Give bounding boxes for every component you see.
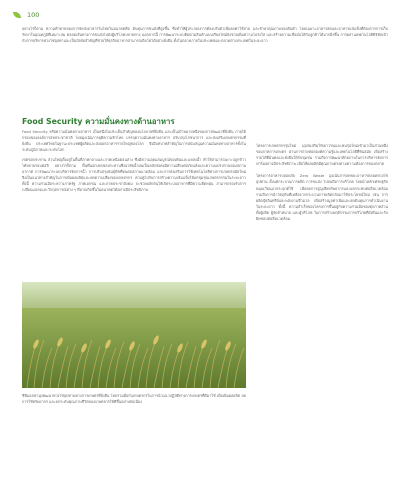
photo-caption: ซีพีแอลฟ่ามุ่งพัฒนาห่วงโซ่อุปทานทางการเกษตรที่ยั่งยืน โดยร่วมมือกับเกษตรกรในการนำแนวปฏิบัติทางการเกษตรที่ดีมาใช้ เพื่อเพิ่มผลผลิต ลดการใช้ทรัพยากร และยกระดับคุณภาพชีวิตของเกษตรกรให้ดีขึ้นอย่างต่อเนื่อง	[22, 394, 246, 404]
page-number: 100	[27, 11, 40, 19]
page-header	[13, 8, 39, 22]
left-column	[22, 129, 246, 197]
section-heading: Food Security ความมั่นคงทางด้านอาหาร	[22, 117, 175, 126]
intro-paragraph: อย่างไรก็ตาม ความท้าทายของการจัดส่งอาหารในไทยในอนาคตคือ ต้นทุนการขนส่งที่สูงขึ้น ซึ่งทำให้ผู้ประกอบการต้องปรับตัวเพื่อลดค่าใช้จ่าย และรักษาคุณภาพของสินค้า โดยเฉพาะอาหารสดและอาหารแช่แข็งที่ต้องการการเก็บรักษาในอุณหภูมิที่เหมาะสม ตลอดเส้นทางการขนส่งไปยังผู้บริโภคปลายทาง นอกจากนี้ การพัฒนาระบบติดตามสินค้าแบบเรียลไทม์ยังช่วยเพิ่มความโปร่งใส และสร้างความเชื่อมั่นให้กับลูกค้าได้มากยิ่งขึ้น การผสานเทคโนโลยีดิจิทัลเข้ากับการบริหารห่วงโซ่อุปทานจะเป็นปัจจัยสำคัญที่ช่วยให้ธุรกิจอาหารสามารถเติบโตได้อย่างยั่งยืน ทั้งในตลาดภายในประเทศและตลาดต่างประเทศในระยะยาว	[22, 27, 388, 43]
right-paragraph-1: โครงการเกษตรกรรุ่นใหม่ มุ่งส่งเสริมให้เยาวชนและคนรุ่นใหม่เข้ามาเป็นส่วนหนึ่งของภาคการเกษตร ผ่านการถ่ายทอดองค์ความรู้และเทคโนโลยีที่ทันสมัย เพื่อสร้างรายได้ที่มั่นคงและยั่งยืนให้กับชุมชน รวมถึงการพัฒนาศักยภาพในการบริหารจัดการฟาร์มอย่างมีประสิทธิภาพ เพื่อให้ผลผลิตมีคุณภาพตรงตามความต้องการของตลาด	[256, 144, 388, 167]
left-paragraph-1: Food Security หรือความมั่นคงทางอาหาร เป็นหนึ่งในประเด็นสำคัญของนโยบายที่ยั่งยืน และเป็นเป้าหมายหนึ่งของการพัฒนาที่ยั่งยืน ภายใต้กรอบขององค์การสหประชาชาติ โดยมุ่งเน้นการยุติความหิวโหย บรรลุความมั่นคงทางอาหาร ปรับปรุงโภชนาการ และส่งเสริมเกษตรกรรมที่ยั่งยืน ประเทศไทยในฐานะประเทศผู้ผลิตและส่งออกอาหารรายใหญ่ของโลก จึงมีบทบาทสำคัญในการสนับสนุนความมั่นคงทางอาหารทั้งในระดับภูมิภาคและระดับโลก	[22, 130, 246, 152]
rice-field-image	[22, 282, 246, 388]
right-paragraph-2: โครงการอาหารปลอดภัย Zero Waste มุ่งเน้นการลดขยะอาหารตลอดห่วงโซ่อุปทาน ตั้งแต่กระบวนการผลิต การขนส่ง ไปจนถึงการบริโภค โดยนำหลักเศรษฐกิจหมุนเวียนมาประยุกต์ใช้ เพื่อลดการสูญเสียทรัพยากรและผลกระทบต่อสิ่งแวดล้อม รวมถึงการนำวัตถุดิบที่เหลือจากกระบวนการผลิตกลับมาใช้ประโยชน์ใหม่ เช่น การผลิตปุ๋ยอินทรีย์และพลังงานชีวมวล เพื่อสร้างมูลค่าเพิ่มและลดต้นทุนการดำเนินงานในระยะยาว ทั้งนี้ ความสำเร็จของโครงการขึ้นอยู่กับความร่วมมือของทุกภาคส่วน ทั้งผู้ผลิต ผู้จัดจำหน่าย และผู้บริโภค ในการสร้างพฤติกรรมการบริโภคที่ยั่งยืนและรับผิดชอบต่อสิ่งแวดล้อม	[256, 174, 388, 222]
right-column	[256, 143, 388, 228]
rice-field-photo	[22, 282, 246, 388]
leaf-icon	[13, 10, 21, 20]
left-paragraph-2: เขตชลประทาน ส่วนใหญ่ตั้งอยู่ในพื้นที่ภาคกลางและภาคเหนือตอนล่าง ซึ่งมีความอุดมสมบูรณ์ของดินและแหล่งน้ำ ทำให้สามารถเพาะปลูกข้าวได้หลายรอบต่อปี อย่างไรก็ตาม พื้นที่นอกเขตชลประทานซึ่งอาศัยน้ำฝนเป็นหลักยังคงมีความเสี่ยงต่อภัยแล้งและความแปรปรวนของสภาพอากาศ การพัฒนาระบบบริหารจัดการน้ำ การปรับปรุงพันธุ์พืชที่ทนต่อสภาพแวดล้อม และการส่งเสริมการใช้เทคโนโลยีทางการเกษตรสมัยใหม่ จึงเป็นแนวทางสำคัญในการเพิ่มผลผลิตและลดความเสี่ยงของเกษตรกร ควบคู่ไปกับการสร้างความเข้มแข็งให้แก่ชุมชนเกษตรกรรมในระยะยาว ทั้งนี้ ความร่วมมือระหว่างภาครัฐ ภาคเอกชน และภาคประชาสังคม จะช่วยผลักดันให้เกิดระบบอาหารที่มีความยืดหยุ่น สามารถรองรับการเปลี่ยนแปลงและวิกฤตการณ์ต่าง ๆ ที่อาจเกิดขึ้นในอนาคตได้อย่างมีประสิทธิภาพ	[22, 158, 246, 192]
